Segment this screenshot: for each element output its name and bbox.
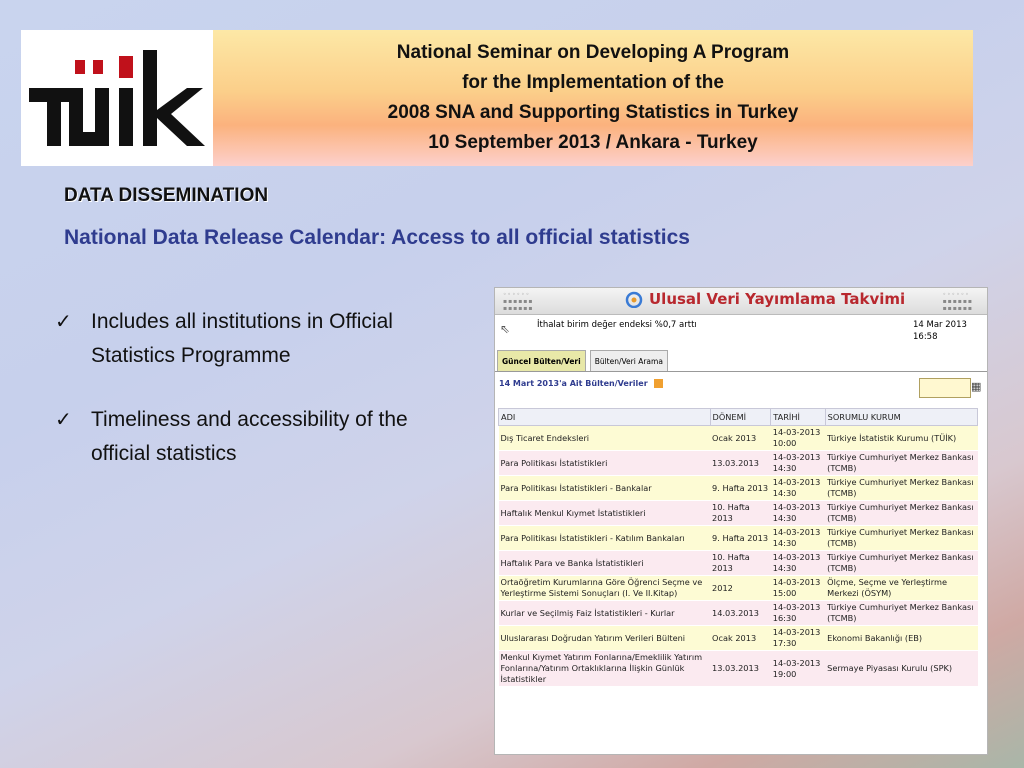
cell-institution: Türkiye Cumhuriyet Merkez Bankası (TCMB) [825,476,977,501]
cell-date: 14-03-2013 14:30 [771,476,825,501]
tab-divider [495,371,987,372]
decorative-dots-right: ◦◦◦◦◦◦ ▪▪▪▪▪▪ ▪▪▪▪▪▪ [942,291,973,312]
slide-header [21,30,973,166]
calendar-title-text: Ulusal Veri Yayımlama Takvimi [649,290,906,308]
cell-institution: Türkiye Cumhuriyet Merkez Bankası (TCMB) [825,551,977,576]
cell-period: 9. Hafta 2013 [710,476,771,501]
cell-date: 14-03-2013 19:00 [771,651,825,687]
cell-date: 14-03-2013 16:30 [771,601,825,626]
cell-institution: Ekonomi Bakanlığı (EB) [825,626,977,651]
cell-name[interactable]: Ortaöğretim Kurumlarına Göre Öğrenci Seçme ve Yerleştirme Sistemi Sonuçları (I. Ve II.Kitap) [499,576,711,601]
cell-period: 10. Hafta 2013 [710,551,771,576]
cell-date: 14-03-2013 14:30 [771,451,825,476]
bullet-text: Timeliness and accessibility of the official statistics [91,408,408,465]
calendar-picker-icon[interactable]: ▦ [971,380,982,393]
checkmark-icon: ✓ [55,311,72,333]
tab-bulletin-search[interactable]: Bülten/Veri Arama [590,350,668,372]
date-heading-text: 14 Mart 2013'a Ait Bülten/Veriler [499,379,648,388]
table-row[interactable] [499,626,978,651]
table-row[interactable] [499,476,978,501]
cell-period: Ocak 2013 [710,626,771,651]
cell-institution: Türkiye Cumhuriyet Merkez Bankası (TCMB) [825,501,977,526]
date-heading [499,379,663,388]
tuik-logo-mark [27,48,207,148]
cell-date: 14-03-2013 14:30 [771,526,825,551]
cell-name[interactable]: Para Politikası İstatistikleri [499,451,711,476]
bullet-list [55,305,465,501]
bullet-item [55,403,465,471]
calendar-screenshot [494,287,988,755]
cell-name[interactable]: Kurlar ve Seçilmiş Faiz İstatistikleri - Kurlar [499,601,711,626]
ticker-date: 14 Mar 2013 [913,320,967,330]
cell-name[interactable]: Para Politikası İstatistikleri - Bankalar [499,476,711,501]
title-line-1: National Seminar on Developing A Program [396,42,790,63]
title-line-3: 2008 SNA and Supporting Statistics in Turkey [387,102,799,123]
column-header-date[interactable]: TARİHİ [771,409,825,426]
tab-current-bulletins[interactable]: Güncel Bülten/Veri [497,350,586,372]
cell-period: 2012 [710,576,771,601]
cursor-icon: ⇖ [500,322,511,336]
bullet-text: Includes all institutions in Official Statistics Programme [91,310,393,367]
bullet-item [55,305,465,373]
cell-date: 14-03-2013 14:30 [771,551,825,576]
rss-icon[interactable] [654,379,663,388]
column-header-period[interactable]: DÖNEMİ [710,409,771,426]
date-search-input[interactable] [919,378,971,398]
tuik-logo [21,30,213,166]
calendar-title [625,290,905,308]
news-ticker [495,316,987,352]
title-line-2: for the Implementation of the [462,72,724,93]
decorative-dots-left: ◦◦◦◦◦◦ ▪▪▪▪▪▪ ▪▪▪▪▪▪ [503,291,534,312]
cell-institution: Türkiye Cumhuriyet Merkez Bankası (TCMB) [825,601,977,626]
column-header-name[interactable]: ADI [499,409,711,426]
checkmark-icon: ✓ [55,409,72,431]
ticker-text[interactable]: İthalat birim değer endeksi %0,7 arttı [537,320,697,330]
cell-institution: Ölçme, Seçme ve Yerleştirme Merkezi (ÖSYM) [825,576,977,601]
table-row[interactable] [499,501,978,526]
cell-name[interactable]: Uluslararası Doğrudan Yatırım Verileri Bülteni [499,626,711,651]
cell-name[interactable]: Haftalık Para ve Banka İstatistikleri [499,551,711,576]
cell-institution: Türkiye İstatistik Kurumu (TÜİK) [825,426,977,451]
calendar-banner [495,288,987,315]
table-header-row [499,409,978,426]
release-table [498,408,978,686]
table-row[interactable] [499,551,978,576]
table-row[interactable] [499,601,978,626]
cell-date: 14-03-2013 14:30 [771,501,825,526]
cell-period: Ocak 2013 [710,426,771,451]
cell-name[interactable]: Para Politikası İstatistikleri - Katılım Bankaları [499,526,711,551]
column-header-institution[interactable]: SORUMLU KURUM [825,409,977,426]
cell-period: 13.03.2013 [710,451,771,476]
cell-institution: Türkiye Cumhuriyet Merkez Bankası (TCMB) [825,451,977,476]
cell-date: 14-03-2013 17:30 [771,626,825,651]
table-row[interactable] [499,426,978,451]
cell-date: 14-03-2013 10:00 [771,426,825,451]
section-heading: DATA DISSEMINATION [64,185,269,206]
subheading: National Data Release Calendar: Access to all official statistics [64,226,690,249]
title-line-4: 10 September 2013 / Ankara - Turkey [428,132,758,153]
table-row[interactable] [499,576,978,601]
cell-institution: Sermaye Piyasası Kurulu (SPK) [825,651,977,687]
table-row[interactable] [499,451,978,476]
cell-institution: Türkiye Cumhuriyet Merkez Bankası (TCMB) [825,526,977,551]
table-row[interactable] [499,526,978,551]
cell-period: 13.03.2013 [710,651,771,687]
cell-period: 10. Hafta 2013 [710,501,771,526]
cell-date: 14-03-2013 15:00 [771,576,825,601]
cell-period: 9. Hafta 2013 [710,526,771,551]
cell-period: 14.03.2013 [710,601,771,626]
cell-name[interactable]: Dış Ticaret Endeksleri [499,426,711,451]
calendar-logo-icon [625,290,643,308]
table-row[interactable] [499,651,978,687]
tab-bar [497,350,668,372]
seminar-title [213,30,973,166]
cell-name[interactable]: Menkul Kıymet Yatırım Fonlarına/Emeklilik Yatırım Fonlarına/Yatırım Ortaklıklarına İlişkin Günlük İstatistikler [499,651,711,687]
ticker-time: 16:58 [913,332,938,342]
cell-name[interactable]: Haftalık Menkul Kıymet İstatistikleri [499,501,711,526]
